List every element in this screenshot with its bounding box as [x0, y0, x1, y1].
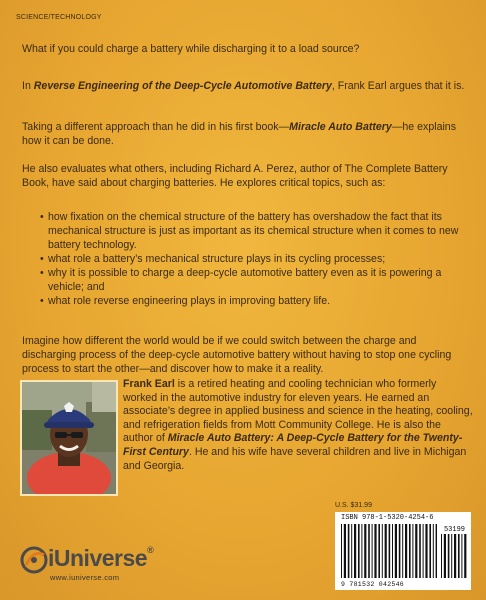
barcode-bar	[436, 524, 437, 578]
barcode-bar	[348, 524, 350, 578]
barcode-bar	[392, 524, 393, 578]
author-bio	[123, 378, 473, 473]
ean-digits: 9 781532 042546	[341, 581, 405, 588]
barcode-bar	[415, 524, 417, 578]
barcode-bar	[358, 524, 360, 578]
barcode-bar	[405, 524, 407, 578]
paragraph-imagine: Imagine how different the world would be if we could switch between the charge and discharging process of the deep-cycle automotive battery without having to stop one cycling process to start the other—and discover how to make it a reality.	[22, 335, 452, 375]
barcode-bar	[448, 534, 450, 578]
isbn-number: ISBN 978-1-5320-4254-6	[341, 514, 434, 522]
barcode	[335, 512, 471, 590]
first-book-title: Miracle Auto Battery	[289, 121, 392, 133]
paragraph-evaluation: He also evaluates what others, including Richard A. Perez, author of The Complete Battery Book, have said about charging batteries. He explores critical topics, such as:	[22, 163, 448, 189]
barcode-bars	[341, 524, 437, 578]
barcode-bar	[364, 524, 366, 578]
price-code: 53199	[443, 526, 465, 534]
barcode-bar	[361, 524, 362, 578]
intro-question: What if you could charge a battery while discharging it to a load source?	[22, 43, 360, 55]
barcode-bar	[402, 524, 403, 578]
barcode-bar	[372, 524, 373, 578]
book-title: Reverse Engineering of the Deep-Cycle Automotive Battery	[33, 80, 332, 92]
barcode-bar	[354, 524, 356, 578]
author-photo-image	[22, 382, 116, 494]
bio-text-2: . He and his wife have several children and live in Michigan and Georgia.	[123, 445, 467, 472]
barcode-bar	[344, 524, 346, 578]
barcode-bar	[374, 524, 376, 578]
p2-before: In	[22, 80, 34, 92]
author-photo	[20, 380, 118, 496]
p3-after: —he explains how it can be done.	[22, 121, 457, 147]
iuniverse-swirl-icon	[20, 545, 48, 575]
barcode-bar	[412, 524, 413, 578]
barcode-bar	[409, 524, 411, 578]
list-item: • why it is possible to charge a deep-cycle automotive battery even as it is powering a vehicle; and	[40, 266, 470, 294]
barcode-bar	[382, 524, 383, 578]
list-item: • how fixation on the chemical structure of the battery has overshadow the fact that its mechanical structure is just as important as its chemical structure when it comes to new battery technology.	[40, 210, 470, 252]
barcode-bar	[444, 534, 446, 578]
p2-after: , Frank Earl argues that it is.	[331, 80, 465, 92]
publisher-logo	[20, 543, 170, 587]
barcode-bar	[389, 524, 391, 578]
barcode-bar	[458, 534, 460, 578]
barcode-bar	[425, 524, 427, 578]
barcode-bar	[433, 524, 434, 578]
author-name: Frank Earl	[123, 378, 175, 390]
p3-before: Taking a different approach than he did in his first book—	[22, 121, 290, 133]
supplement-barcode-bars	[441, 534, 467, 578]
barcode-bar	[464, 534, 466, 578]
list-item: • what role reverse engineering plays in improving battery life.	[40, 294, 470, 308]
barcode-bar	[385, 524, 387, 578]
barcode-bar	[378, 524, 380, 578]
paragraph-approach	[22, 120, 470, 148]
barcode-bar	[399, 524, 401, 578]
barcode-bar	[341, 524, 342, 578]
barcode-bar	[419, 524, 421, 578]
price-label: U.S. $31.99	[335, 502, 372, 509]
barcode-bar	[451, 534, 452, 578]
publisher-name: iUniverse®	[48, 545, 154, 571]
list-item: • what role a battery’s mechanical structure plays in its cycling processes;	[40, 252, 470, 266]
barcode-bar	[461, 534, 462, 578]
barcode-bar	[429, 524, 431, 578]
barcode-bar	[423, 524, 424, 578]
category-label: SCIENCE/TECHNOLOGY	[16, 14, 102, 21]
bio-text-1: is a retired heating and cooling technician who formerly worked in the automotive industry for eleven years. He earned an associate’s degree in applied business and science in the heating, cooling, and refrigeration fields from Mott Community College. He is also the author of	[123, 378, 473, 445]
publisher-url: www.iuniverse.com	[50, 573, 120, 582]
barcode-bar	[454, 534, 456, 578]
barcode-bar	[351, 524, 352, 578]
barcode-bar	[395, 524, 397, 578]
barcode-bar	[441, 534, 442, 578]
paragraph-argument	[22, 79, 470, 93]
topics-list	[40, 210, 470, 308]
barcode-bar	[368, 524, 370, 578]
bio-book-title: Miracle Auto Battery: A Deep-Cycle Battery for the Twenty-First Century	[123, 432, 463, 458]
registered-mark: ®	[147, 545, 154, 555]
